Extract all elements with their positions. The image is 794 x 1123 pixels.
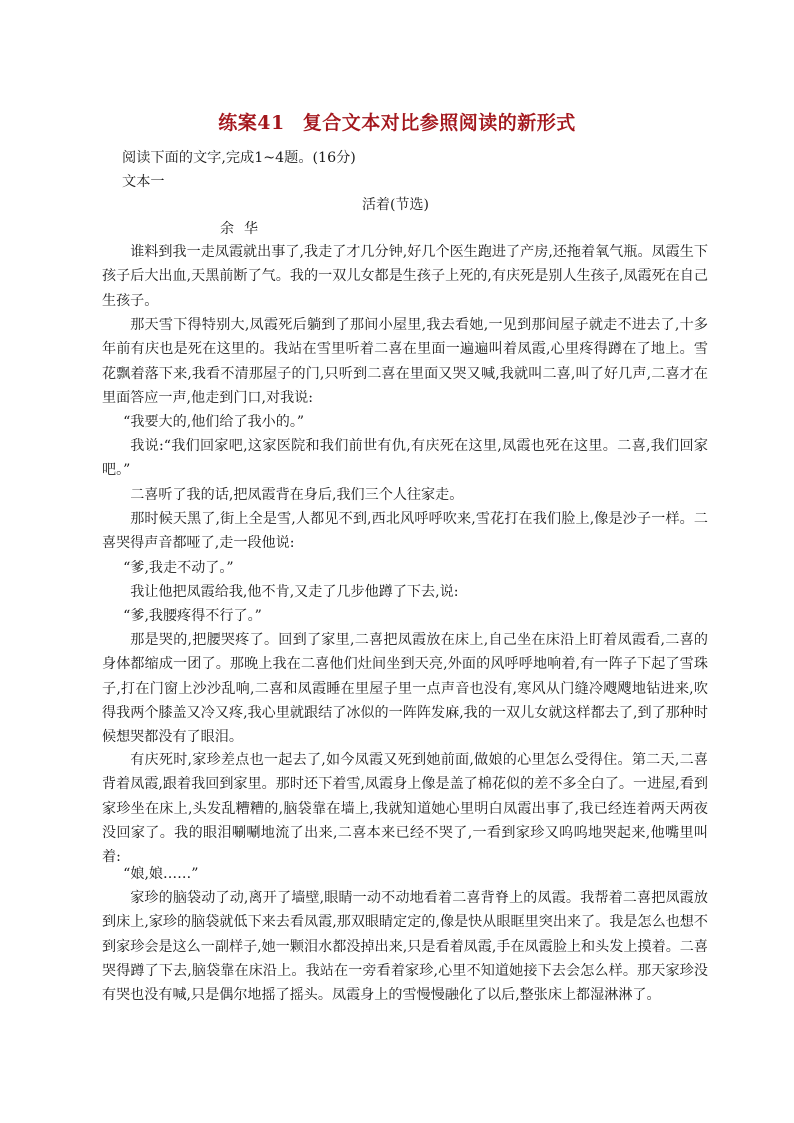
exercise-number: 练案41 bbox=[218, 112, 285, 134]
paragraph: 那时候天黑了,街上全是雪,人都见不到,西北风呼呼吹来,雪花打在我们脸上,像是沙子一样。二喜哭得声音都哑了,走一段他说: bbox=[102, 511, 708, 552]
paragraph-quote: “娘,娘……” bbox=[123, 866, 199, 882]
paragraph-quote: “爹,我走不动了。” bbox=[123, 560, 234, 576]
paragraph: 我让他把凤霞给我,他不肯,又走了几步他蹲了下去,说: bbox=[130, 584, 459, 600]
page-title bbox=[0, 108, 794, 135]
article-title: 活着(节选) bbox=[362, 197, 429, 213]
paragraph-quote: “爹,我腰疼得不行了。” bbox=[123, 608, 262, 624]
paragraph-quote: “我要大的,他们给了我小的。” bbox=[123, 414, 305, 430]
section-label: 文本一 bbox=[122, 174, 165, 190]
paragraph: 有庆死时,家珍差点也一起去了,如今凤霞又死到她前面,做娘的心里怎么受得住。第二天,二喜背着凤霞,跟着我回到家里。那时还下着雪,凤霞身上像是盖了棉花似的差不多全白了。一进屋,看到家珍坐在床上,头发乱糟糟的,脑袋靠在墙上,我就知道她心里明白凤霞出事了,我已经连着两天两夜没回家了。我的眼泪唰唰地流了出来,二喜本来已经不哭了,一看到家珍又呜呜地哭起来,他嘴里叫着: bbox=[102, 752, 708, 866]
paragraph: 二喜听了我的话,把凤霞背在身后,我们三个人往家走。 bbox=[130, 487, 464, 503]
paragraph: 我说:“我们回家吧,这家医院和我们前世有仇,有庆死在这里,凤霞也死在这里。二喜,我们回家吧。” bbox=[102, 438, 708, 479]
article-author: 余华 bbox=[220, 221, 268, 237]
exercise-title: 复合文本对比参照阅读的新形式 bbox=[302, 112, 576, 134]
paragraph: 谁料到我一走凤霞就出事了,我走了才几分钟,好几个医生跑进了产房,还拖着氧气瓶。凤霞生下孩子后大出血,天黑前断了气。我的一双儿女都是生孩子上死的,有庆死是别人生孩子,凤霞死在自己生孩子。 bbox=[102, 244, 708, 309]
paragraph: 家珍的脑袋动了动,离开了墙壁,眼睛一动不动地看着二喜背脊上的凤霞。我帮着二喜把凤霞放到床上,家珍的脑袋就低下来去看凤霞,那双眼睛定定的,像是快从眼眶里突出来了。我是怎么也想不到家珍会是这么一副样子,她一颗泪水都没掉出来,只是看着凤霞,手在凤霞脸上和头发上摸着。二喜哭得蹲了下去,脑袋靠在床沿上。我站在一旁看着家珍,心里不知道她接下去会怎么样。那天家珍没有哭也没有喊,只是偶尔地摇了摇头。凤霞身上的雪慢慢融化了以后,整张床上都湿淋淋了。 bbox=[102, 890, 708, 1004]
instruction-text: 阅读下面的文字,完成1~4题。(16分) bbox=[122, 150, 356, 166]
paragraph: 那是哭的,把腰哭疼了。回到了家里,二喜把凤霞放在床上,自己坐在床沿上盯着凤霞看,二喜的身体都缩成一团了。那晚上我在二喜他们灶间坐到天亮,外面的风呼呼地响着,有一阵子下起了雪珠子,打在门窗上沙沙乱响,二喜和凤霞睡在里屋子里一点声音也没有,寒风从门缝冷飕飕地钻进来,吹得我两个膝盖又冷又疼,我心里就跟结了冰似的一阵阵发麻,我的一双儿女就这样都去了,到了那种时候想哭都没有了眼泪。 bbox=[102, 632, 708, 746]
paragraph: 那天雪下得特别大,凤霞死后躺到了那间小屋里,我去看她,一见到那间屋子就走不进去了,十多年前有庆也是死在这里的。我站在雪里听着二喜在里面一遍遍叫着凤霞,心里疼得蹲在了地上。雪花飘着落下来,我看不清那屋子的门,只听到二喜在里面又哭又喊,我就叫二喜,叫了好几声,二喜才在里面答应一声,他走到门口,对我说: bbox=[102, 317, 708, 406]
